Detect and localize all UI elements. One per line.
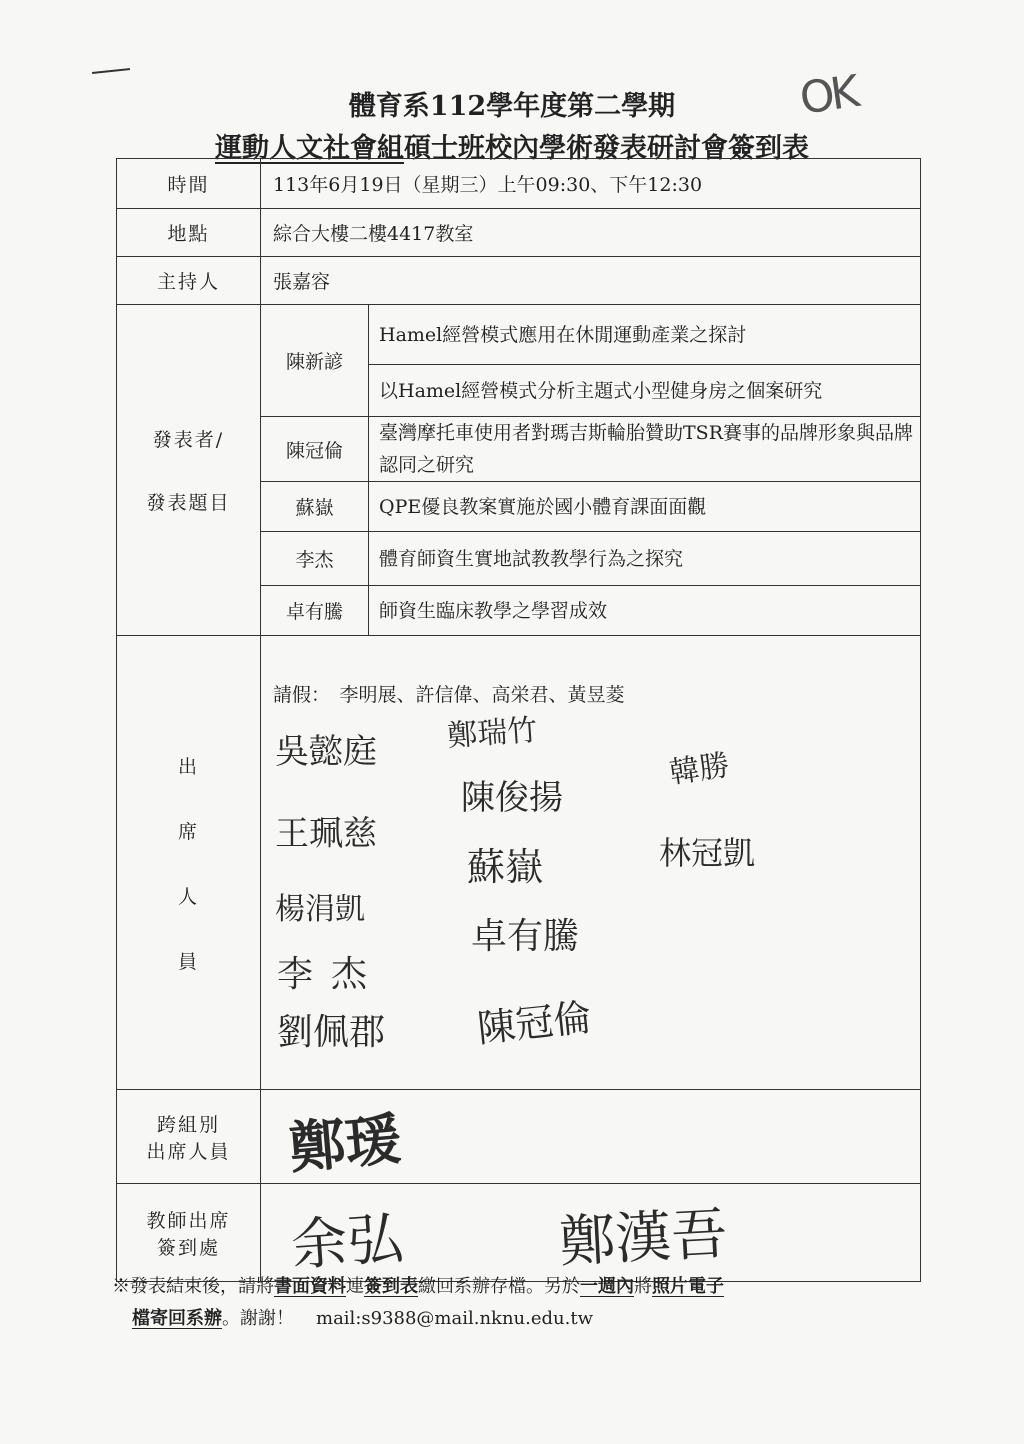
- footer-text: 。謝謝！: [222, 1308, 294, 1329]
- handwritten-signature: 鄭瑞竹: [446, 712, 539, 755]
- handwritten-signature: 鄭漢吾: [557, 1201, 729, 1276]
- footer-emphasis: 一週內: [580, 1276, 634, 1297]
- attendance-label-char: 席: [177, 820, 199, 843]
- contact-email: mail:s9388@mail.nknu.edu.tw: [316, 1308, 593, 1329]
- teacher-label-line1: 教師出席: [146, 1209, 231, 1232]
- attendance-label-char: 人: [177, 885, 199, 908]
- cross-group-label-line1: 跨組別: [156, 1113, 220, 1136]
- place-value: 綜合大樓二樓4417教室: [261, 209, 921, 257]
- handwritten-signature: 吳懿庭: [275, 732, 377, 772]
- place-label: 地點: [117, 209, 261, 257]
- presentation-topic: Hamel經營模式應用在休閒運動產業之探討: [369, 305, 921, 365]
- presenter-name: 卓有騰: [261, 586, 369, 636]
- cross-group-row: [117, 1090, 921, 1184]
- handwritten-signature: 卓有騰: [471, 916, 580, 957]
- title-group-name: 運動人文社會組: [215, 133, 404, 164]
- place-row: [117, 209, 921, 257]
- handwritten-signature: 韓勝: [667, 747, 732, 791]
- handwritten-signature: 劉佩郡: [277, 1012, 386, 1053]
- handwritten-signature: 陳俊揚: [461, 778, 563, 818]
- presenter-name: 陳冠倫: [261, 417, 369, 482]
- footer-emphasis: 書面資料: [274, 1276, 346, 1297]
- title-event-name: 碩士班校內學術發表研討會簽到表: [404, 133, 809, 164]
- presentation-topic: 臺灣摩托車使用者對瑪吉斯輪胎贊助TSR賽事的品牌形象與品牌認同之研究: [369, 417, 921, 482]
- presentation-topic: 體育師資生實地試教教學行為之探究: [369, 532, 921, 586]
- time-value: 113年6月19日（星期三）上午09:30、下午12:30: [261, 159, 921, 209]
- handwritten-signature: 王珮慈: [275, 814, 377, 854]
- presentation-topic: 以Hamel經營模式分析主題式小型健身房之個案研究: [369, 365, 921, 417]
- host-row: [117, 257, 921, 305]
- cross-group-signature-area: [261, 1090, 921, 1184]
- footer-text: 繳回系辦存檔。另於: [418, 1276, 580, 1297]
- footer-emphasis: 簽到表: [364, 1276, 418, 1297]
- attendance-label-char: 員: [177, 950, 199, 973]
- presentation-topic: 師資生臨床教學之學習成效: [369, 586, 921, 636]
- cross-group-label: [117, 1090, 261, 1184]
- title-line1: 體育系112學年度第二學期: [348, 91, 676, 122]
- presenter-name: 蘇嶽: [261, 482, 369, 532]
- pen-stroke: [92, 68, 130, 74]
- handwritten-ok-mark: OK: [796, 66, 859, 125]
- teacher-label-line2: 簽到處: [156, 1236, 220, 1259]
- handwritten-signature: 蘇嶽: [467, 845, 544, 889]
- handwritten-signature: 陳冠倫: [475, 995, 594, 1051]
- presentation-topic: QPE優良教案實施於國小體育課面面觀: [369, 482, 921, 532]
- sign-in-table: [116, 158, 921, 1282]
- footer-emphasis: 照片電子: [652, 1276, 724, 1297]
- footer-emphasis: 檔寄回系辦: [132, 1308, 222, 1329]
- attendance-label: [117, 636, 261, 1090]
- handwritten-signature: 楊涓凱: [275, 892, 365, 927]
- time-label: 時間: [117, 159, 261, 209]
- footer-note-line2: [132, 1304, 593, 1330]
- teacher-row: [117, 1184, 921, 1282]
- attendance-row: [117, 636, 921, 1090]
- footer-text: ※發表結束後，請將: [112, 1276, 274, 1297]
- handwritten-signature: 余弘: [289, 1206, 406, 1279]
- handwritten-signature: 林冠凱: [659, 834, 756, 872]
- teacher-signature-area: [261, 1184, 921, 1282]
- handwritten-signature: 鄭瑗: [286, 1107, 405, 1182]
- presenter-name: 李杰: [261, 532, 369, 586]
- presentations-label-line2: 發表題目: [146, 492, 231, 514]
- time-row: [117, 159, 921, 209]
- footer-note-line1: [112, 1272, 724, 1298]
- presenter-name: 陳新諺: [261, 305, 369, 417]
- presentations-label: [117, 305, 261, 636]
- presentation-row: [117, 305, 921, 365]
- host-value: 張嘉容: [261, 257, 921, 305]
- teacher-label: [117, 1184, 261, 1282]
- host-label: 主持人: [117, 257, 261, 305]
- cross-group-label-line2: 出席人員: [146, 1140, 231, 1163]
- leave-list: 請假： 李明展、許信偉、高栄君、黃昱菱: [273, 684, 625, 706]
- footer-text: 將: [634, 1276, 652, 1297]
- attendance-label-char: 出: [177, 755, 199, 778]
- footer-text: 連: [346, 1276, 364, 1297]
- handwritten-signature: 李杰: [277, 954, 386, 995]
- attendance-signatures-area: [261, 636, 921, 1090]
- presentations-label-line1: 發表者/: [152, 429, 225, 451]
